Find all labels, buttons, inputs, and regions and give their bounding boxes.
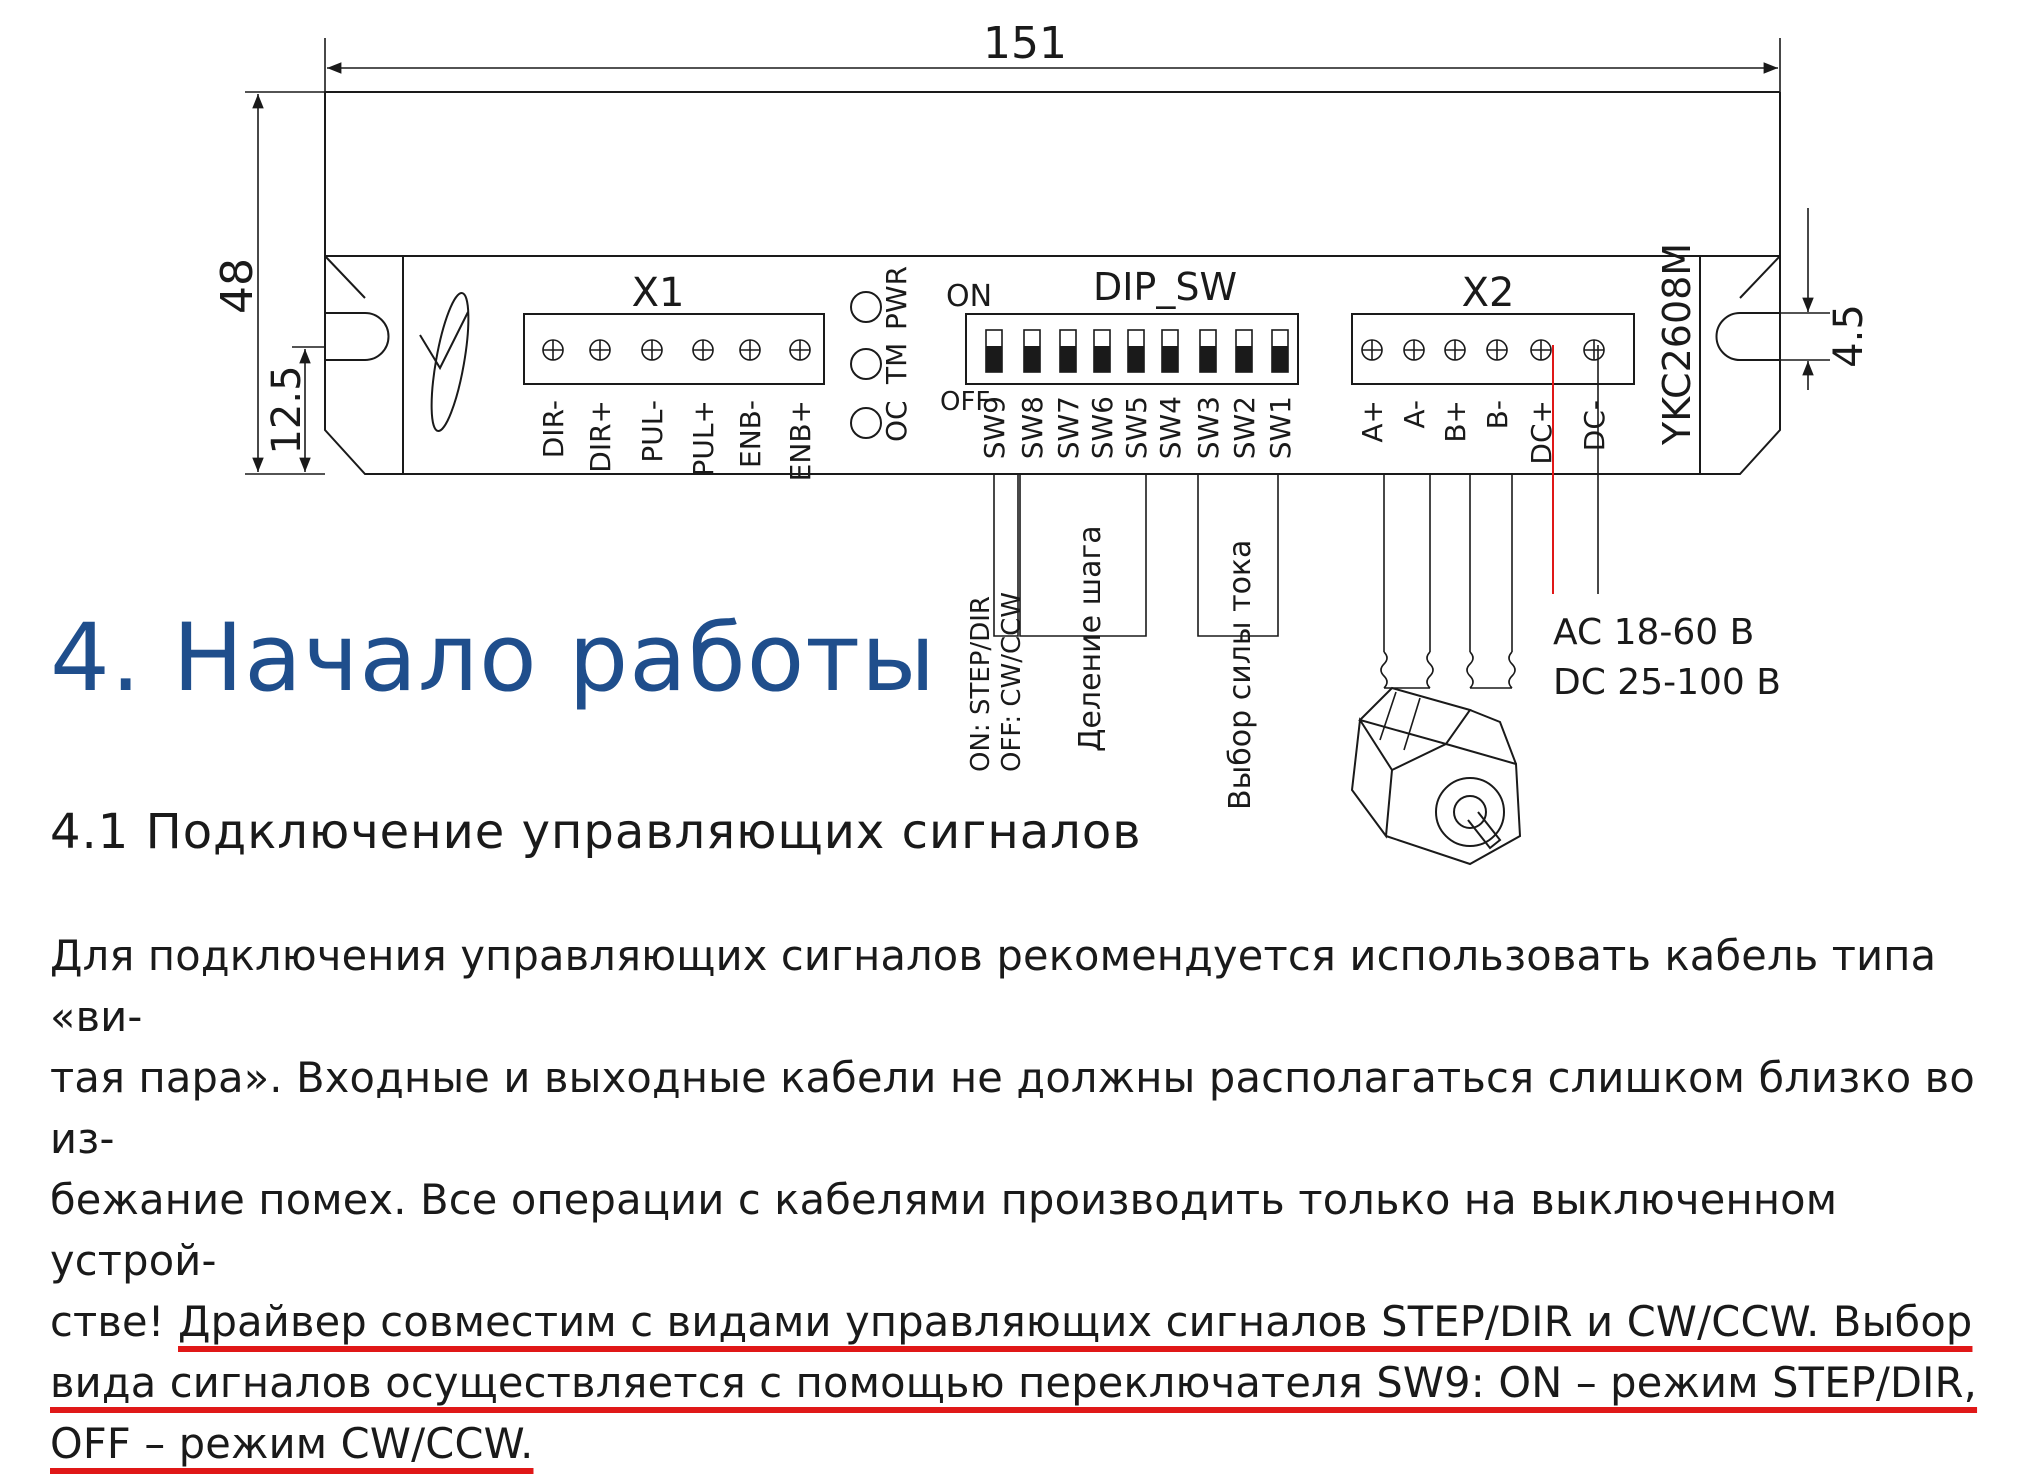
dip-switch-label: SW1: [1264, 396, 1297, 460]
x2-label: X2: [1461, 270, 1515, 316]
terminal-screw: [693, 340, 713, 360]
terminal-screw: [543, 340, 563, 360]
dim-width-label: 151: [983, 18, 1067, 69]
step-division-label: Деление шага: [1073, 525, 1108, 752]
paragraph-text: стве!: [50, 1297, 179, 1346]
x1-terminal-label: ENB-: [734, 400, 767, 468]
x1-terminal-label: DIR+: [584, 400, 617, 473]
dip-switch-label: SW7: [1052, 396, 1085, 460]
sw9-note-off: OFF: CW/CCW: [997, 591, 1027, 772]
led-pwr-label: PWR: [880, 265, 913, 330]
dip-switch-label: SW4: [1154, 396, 1187, 460]
dimension-hole: [1770, 208, 1872, 390]
x2-terminal-label: A+: [1356, 400, 1389, 443]
paragraph-line: Для подключения управляющих сигналов рекомендуется использовать кабель типа «ви-: [50, 931, 1937, 1041]
dim-hole-label: 4.5: [1826, 304, 1872, 368]
sw9-note-on: ON: STEP/DIR: [966, 596, 996, 772]
highlighted-text: вида сигналов осуществляется с помощью переключателя SW9: ON – режим STEP/DIR,: [50, 1358, 1978, 1407]
led-tm-label: TM: [880, 342, 913, 384]
terminal-screw: [1445, 340, 1465, 360]
dip-switch-label: SW9: [978, 396, 1011, 460]
dip-lever: [1236, 330, 1252, 372]
x2-terminal-label: A-: [1398, 400, 1431, 429]
dip-lever: [1094, 330, 1110, 372]
terminal-screw: [1531, 340, 1551, 360]
subsection-title: 4.1 Подключение управляющих сигналов: [50, 804, 1142, 860]
dip-switch-label: SW5: [1120, 396, 1153, 460]
terminal-screw: [1404, 340, 1424, 360]
dip-lever: [1060, 330, 1076, 372]
x1-terminal-label: ENB+: [784, 400, 817, 482]
dip-leaders: [966, 474, 1278, 810]
terminal-screw: [1362, 340, 1382, 360]
led-oc-label: OC: [880, 400, 913, 442]
model-label: YKC2608M: [1655, 242, 1699, 445]
terminal-screw: [590, 340, 610, 360]
dip-switch-label: SW3: [1192, 396, 1225, 460]
terminal-screw: [1584, 340, 1604, 360]
dip-switch-label: SW2: [1228, 396, 1261, 460]
paragraph-line: [50, 1291, 2000, 1352]
x2-terminal-label: B+: [1439, 400, 1472, 443]
dip-lever: [1162, 330, 1178, 372]
dip-lever: [1128, 330, 1144, 372]
status-leds: [851, 266, 913, 442]
x2-terminal-label: DC+: [1525, 400, 1558, 465]
dip-off-label: OFF: [940, 387, 991, 417]
paragraph-line: бежание помех. Все операции с кабелями производить только на выключенном устрой-: [50, 1175, 1838, 1285]
power-ac-label: AC 18-60 В: [1553, 612, 1755, 653]
highlighted-text: OFF – режим CW/CCW.: [50, 1419, 534, 1468]
terminal-screw: [740, 340, 760, 360]
brand-logo: [420, 291, 476, 434]
paragraph-line: [50, 1352, 2000, 1413]
terminal-screw: [1487, 340, 1507, 360]
terminal-screw: [642, 340, 662, 360]
dip-lever: [1024, 330, 1040, 372]
dim-offset-label: 12.5: [264, 365, 310, 455]
x2-terminal-label: B-: [1481, 400, 1514, 430]
power-dc-label: DC 25-100 В: [1553, 662, 1781, 703]
section-title: 4. Начало работы: [50, 604, 937, 713]
x1-terminal-label: PUL+: [687, 400, 720, 477]
x1-terminal-label: PUL-: [636, 400, 669, 463]
x2-terminal-label: DC-: [1578, 400, 1611, 452]
current-select-label: Выбор силы тока: [1223, 539, 1258, 810]
stepper-motor-icon: [1352, 688, 1520, 864]
dip-lever: [1272, 330, 1288, 372]
x1-terminal-label: DIR-: [537, 400, 570, 459]
dip-lever: [986, 330, 1002, 372]
dip-on-label: ON: [946, 279, 993, 314]
terminal-screw: [790, 340, 810, 360]
paragraph-line: [50, 1413, 2000, 1474]
dip-switch: [940, 265, 1298, 459]
dim-height-label: 48: [212, 258, 263, 314]
instructions-paragraph: [50, 925, 2000, 1474]
dip-switch-label: SW8: [1016, 396, 1049, 460]
dip-switch-label: SW6: [1086, 396, 1119, 460]
highlighted-text: Драйвер совместим с видами управляющих сигналов STEP/DIR и CW/CCW. Выбор: [178, 1297, 1973, 1346]
connector-x2: [1352, 270, 1634, 465]
dip-label: DIP_SW: [1092, 265, 1238, 309]
dimension-width: [325, 18, 1780, 256]
motor-wiring: [1381, 345, 1781, 703]
connector-x1: [524, 270, 824, 481]
dip-lever: [1200, 330, 1216, 372]
dimension-offset: [264, 347, 325, 472]
paragraph-line: тая пара». Входные и выходные кабели не должны располагаться слишком близко во из-: [50, 1053, 1975, 1163]
x1-label: X1: [631, 270, 685, 316]
